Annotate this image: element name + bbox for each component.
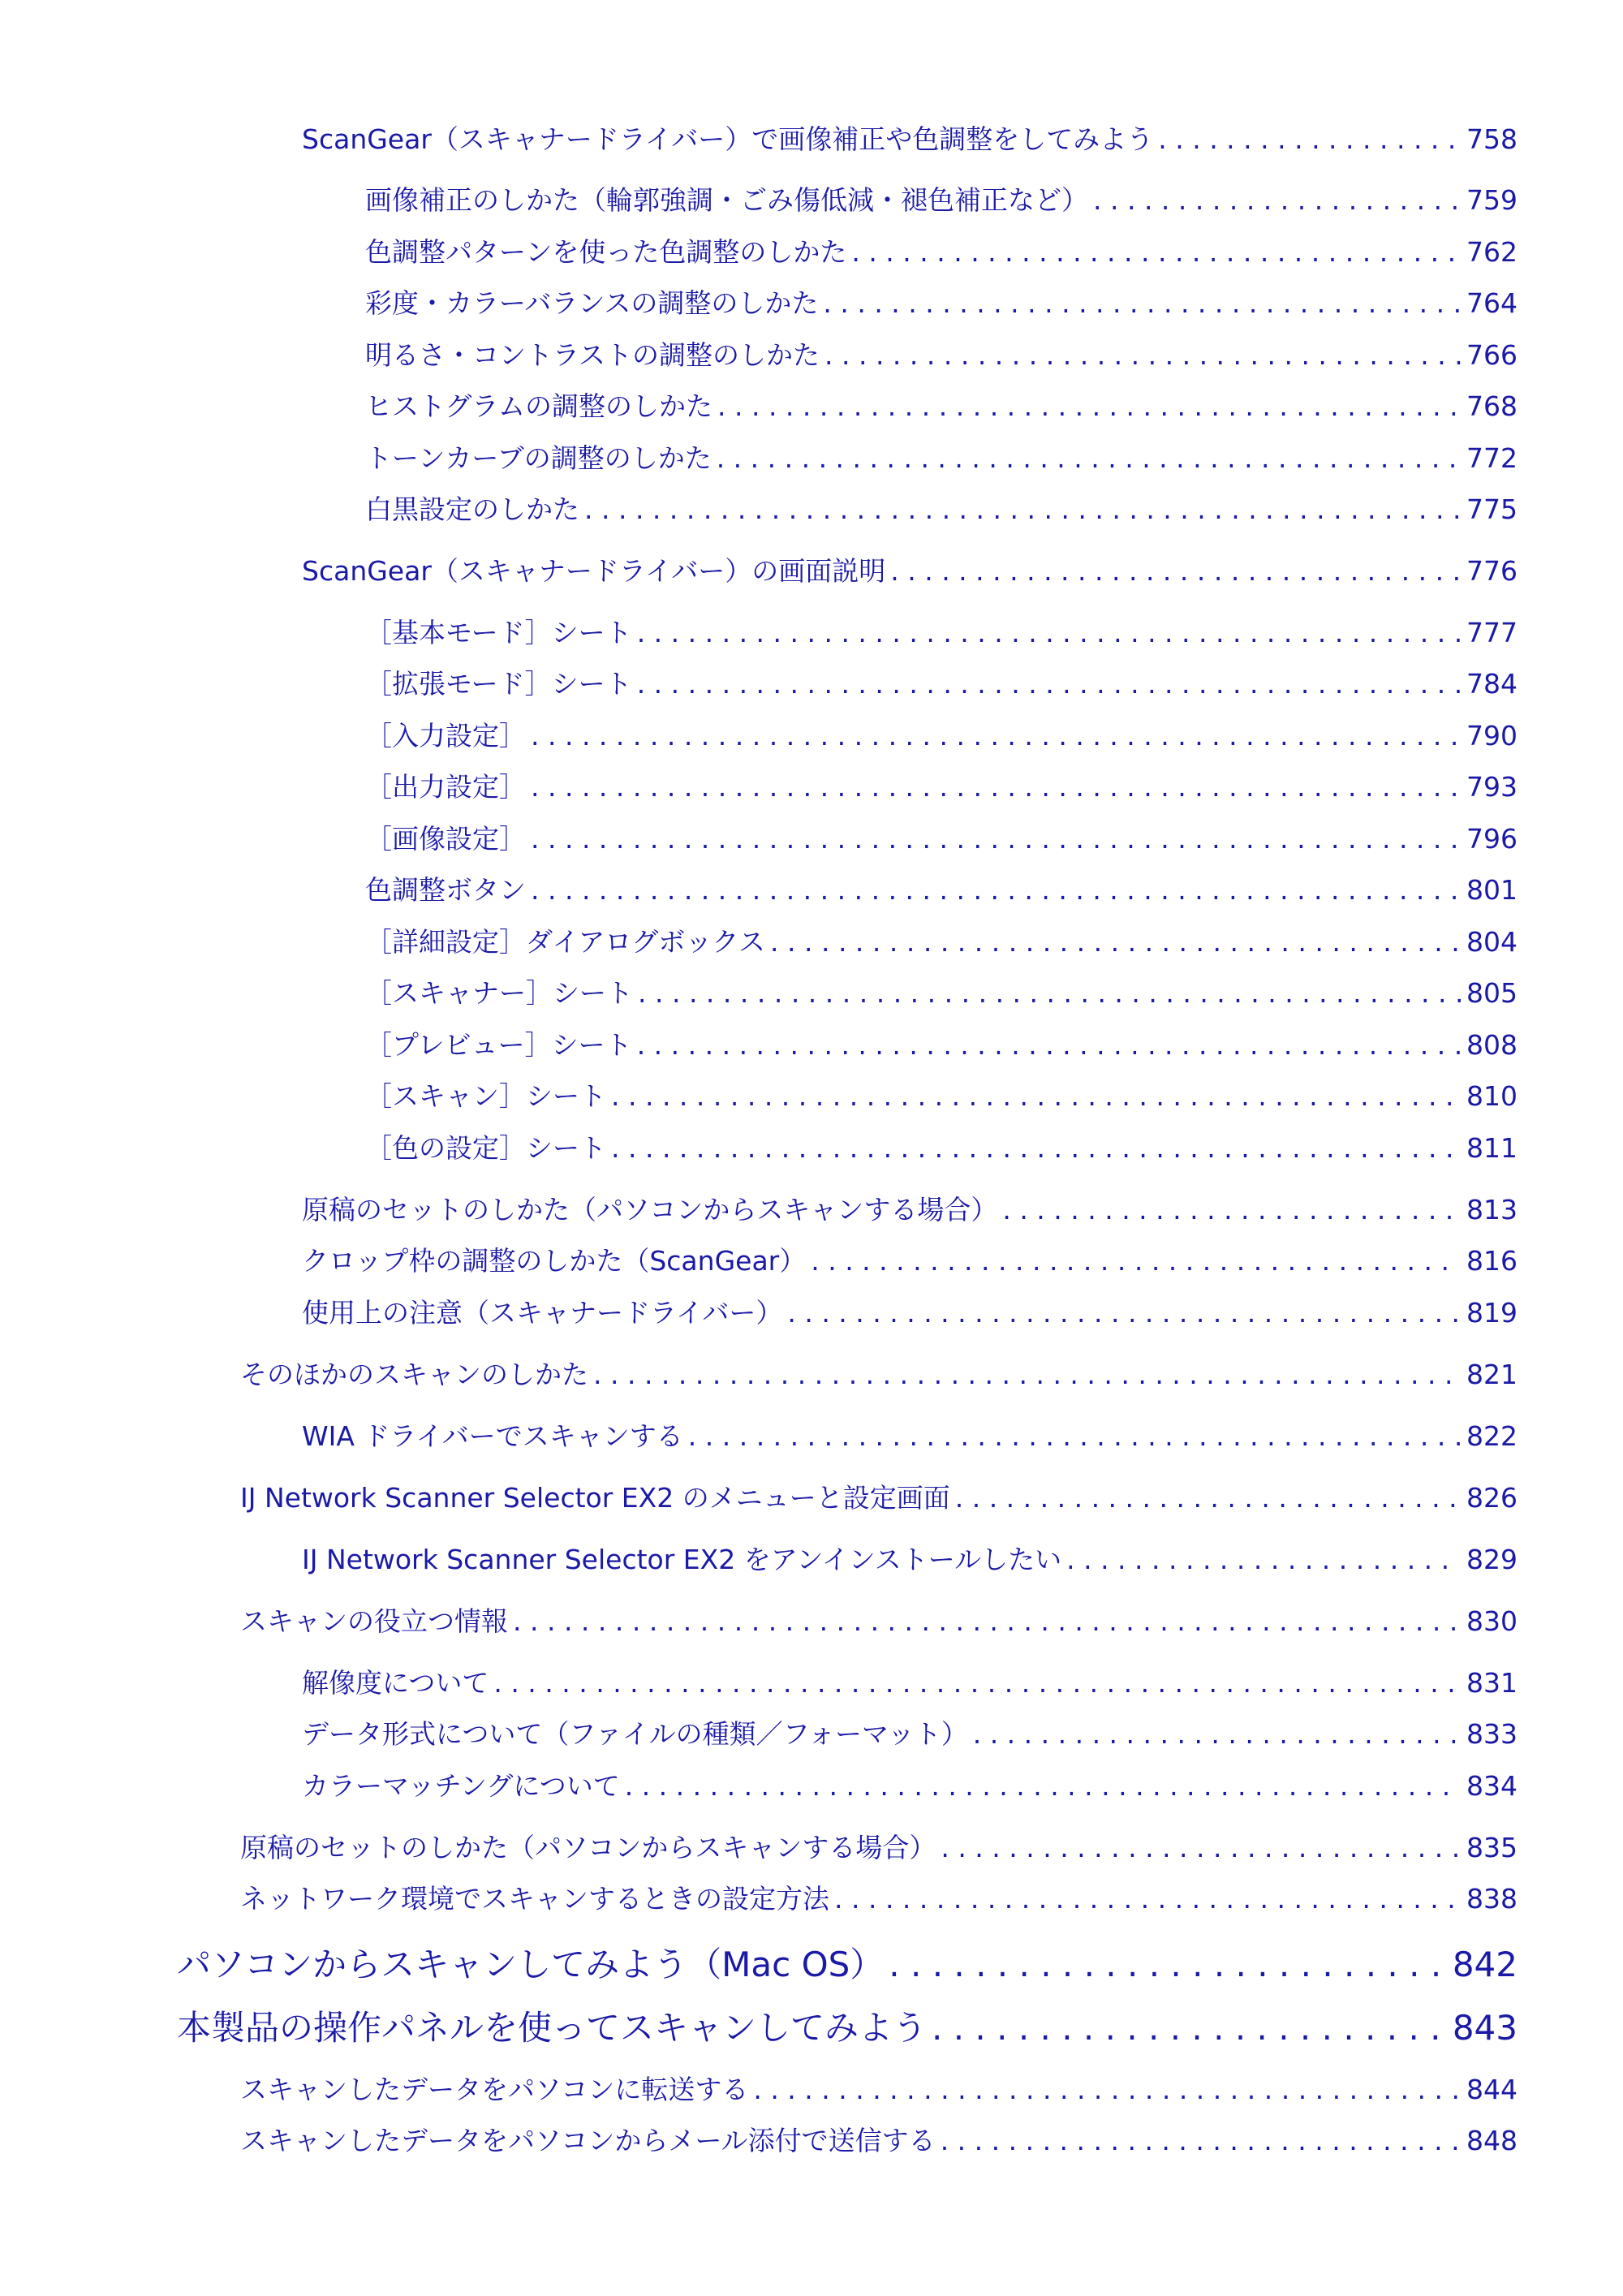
dot-leader [997,1194,1461,1226]
dot-leader [806,1245,1461,1277]
toc-entry-title: ［スキャン］シート [365,1080,606,1112]
toc-entry-page: 759 [1466,184,1518,216]
toc-entry[interactable] [365,766,1518,804]
toc-entry-title: ［色の設定］シート [365,1132,606,1164]
dot-leader [927,2008,1444,2048]
toc-entry-page: 826 [1466,1482,1518,1514]
toc-entry[interactable] [365,921,1518,959]
toc-entry-page: 831 [1466,1667,1518,1699]
dot-leader [884,1945,1444,1984]
dot-leader [1061,1544,1461,1575]
toc-entry[interactable] [177,1938,1518,1987]
toc-entry[interactable] [302,1765,1518,1803]
toc-entry-page: 813 [1466,1194,1518,1226]
dot-leader [633,977,1461,1009]
dot-leader [526,771,1461,803]
toc-entry-title: ［プレビュー］シート [365,1029,632,1061]
toc-entry[interactable] [365,972,1518,1010]
toc-entry-page: 784 [1466,668,1518,700]
toc-entry-page: 843 [1452,2008,1518,2048]
toc-entry-page: 833 [1466,1718,1518,1750]
toc-entry[interactable] [302,1539,1518,1577]
toc-entry[interactable] [240,1827,1518,1865]
toc-entry[interactable] [240,1477,1518,1515]
toc-entry-page: 777 [1466,617,1518,648]
dot-leader [632,617,1461,648]
dot-leader [1088,184,1461,216]
dot-leader [846,236,1461,268]
toc-entry-title: WIA ドライバーでスキャンする [302,1420,683,1452]
toc-entry-title: パソコンからスキャンしてみよう（Mac OS） [177,1945,885,1984]
toc-entry-title: ［拡張モード］シート [365,668,632,700]
toc-entry-title: 原稿のセットのしかた（パソコンからスキャンする場合） [240,1832,936,1863]
toc-entry[interactable] [365,663,1518,701]
toc-entry-title: 色調整ボタン [365,874,526,906]
toc-entry-title: 本製品の操作パネルを使ってスキャンしてみよう [177,2008,928,2048]
toc-entry-page: 775 [1466,493,1518,525]
dot-leader [936,1832,1461,1863]
dot-leader [683,1420,1461,1452]
toc-entry-page: 766 [1466,339,1518,371]
dot-leader [782,1297,1461,1329]
toc-entry[interactable] [302,1415,1518,1454]
toc-entry[interactable] [365,1075,1518,1114]
toc-entry-page: 810 [1466,1080,1518,1112]
toc-entry[interactable] [240,1354,1518,1392]
toc-entry-title: クロップ枠の調整のしかた（ScanGear） [302,1245,807,1277]
toc-entry[interactable] [240,2069,1518,2107]
toc-entry[interactable] [365,869,1518,907]
dot-leader [829,1883,1461,1915]
toc-entry-title: ［詳細設定］ダイアログボックス [365,926,766,958]
dot-leader [936,2125,1461,2156]
toc-entry[interactable] [365,437,1518,476]
toc-entry-title: カラーマッチングについて [302,1770,620,1802]
dot-leader [1153,123,1461,155]
toc-entry-title: ScanGear（スキャナードライバー）で画像補正や色調整をしてみよう [302,123,1154,155]
toc-entry[interactable] [365,818,1518,856]
toc-entry-page: 834 [1466,1770,1518,1802]
toc-entry[interactable] [365,179,1518,218]
toc-entry-title: 原稿のセットのしかた（パソコンからスキャンする場合） [302,1194,998,1226]
dot-leader [588,1359,1461,1390]
toc-entry[interactable] [302,1662,1518,1700]
toc-entry-page: 848 [1466,2125,1518,2156]
dot-leader [950,1482,1461,1514]
toc-entry[interactable] [240,2120,1518,2158]
toc-entry-page: 816 [1466,1245,1518,1277]
toc-entry-title: 使用上の注意（スキャナードライバー） [302,1297,783,1329]
toc-entry-page: 776 [1466,555,1518,587]
toc-entry-title: ［基本モード］シート [365,617,632,648]
dot-leader [606,1080,1461,1112]
dot-leader [526,823,1461,855]
dot-leader [748,2074,1461,2105]
toc-entry-title: 彩度・カラーバランスの調整のしかた [365,287,819,319]
toc-entry-title: 白黒設定のしかた [365,493,579,525]
toc-entry-title: スキャンしたデータをパソコンからメール添付で送信する [240,2125,936,2156]
toc-entry-page: 838 [1466,1883,1518,1915]
toc-entry-page: 772 [1466,442,1518,474]
toc-entry-page: 762 [1466,236,1518,268]
dot-leader [489,1667,1461,1699]
toc-entry-page: 764 [1466,287,1518,319]
toc-entry[interactable] [177,2001,1518,2050]
toc-entry[interactable] [365,612,1518,650]
toc-entry-title: スキャンの役立つ情報 [240,1605,508,1637]
toc-entry-page: 844 [1466,2074,1518,2105]
dot-leader [818,287,1461,319]
dot-leader [968,1718,1461,1750]
dot-leader [712,442,1461,474]
toc-entry-page: 819 [1466,1297,1518,1329]
toc-entry-page: 835 [1466,1832,1518,1863]
toc-entry[interactable] [302,1713,1518,1751]
toc-entry[interactable] [365,489,1518,527]
toc-entry[interactable] [240,1878,1518,1916]
toc-entry-title: トーンカーブの調整のしかた [365,442,712,474]
toc-entry-page: 829 [1466,1544,1518,1575]
toc-entry-page: 801 [1466,874,1518,906]
toc-entry-title: ScanGear（スキャナードライバー）の画面説明 [302,555,886,587]
toc-entry-title: ネットワーク環境でスキャンするときの設定方法 [240,1883,829,1915]
toc-entry[interactable] [365,231,1518,269]
toc-entry[interactable] [240,1600,1518,1639]
dot-leader [765,926,1461,958]
toc-entry[interactable] [302,1189,1518,1227]
dot-leader [579,493,1461,525]
toc-entry-page: 805 [1466,977,1518,1009]
toc-entry-title: 画像補正のしかた（輪郭強調・ごみ傷低減・褪色補正など） [365,184,1088,216]
toc-entry[interactable] [365,1024,1518,1062]
toc-entry[interactable] [365,386,1518,424]
toc-entry-title: ［画像設定］ [365,823,526,855]
dot-leader [820,339,1461,371]
toc-entry-title: ［スキャナー］シート [365,977,633,1009]
toc-entry[interactable] [365,1127,1518,1165]
toc-entry-title: IJ Network Scanner Selector EX2 をアンインストールしたい [302,1544,1062,1575]
dot-leader [885,555,1461,587]
toc-entry-title: 解像度について [302,1667,489,1699]
toc-entry-title: 明るさ・コントラストの調整のしかた [365,339,820,371]
toc-entry[interactable] [365,282,1518,321]
toc-entry[interactable] [365,334,1518,373]
toc-entry-title: ［出力設定］ [365,771,526,803]
toc-entry-page: 811 [1466,1132,1518,1164]
dot-leader [620,1770,1461,1802]
toc-entry-page: 796 [1466,823,1518,855]
toc-entry-title: そのほかのスキャンのしかた [240,1359,588,1390]
dot-leader [632,1029,1461,1061]
dot-leader [632,668,1461,700]
toc-entry-title: IJ Network Scanner Selector EX2 のメニューと設定画面 [240,1482,950,1514]
toc-entry-page: 768 [1466,390,1518,422]
toc-entry-page: 793 [1466,771,1518,803]
toc-entry-page: 790 [1466,720,1518,752]
toc-entry-page: 758 [1466,123,1518,155]
toc-entry-page: 804 [1466,926,1518,958]
toc-entry-title: データ形式について（ファイルの種類／フォーマット） [302,1718,968,1750]
toc-entry[interactable] [302,1240,1518,1278]
dot-leader [508,1605,1461,1637]
toc-entry-title: ［入力設定］ [365,720,526,752]
dot-leader [606,1132,1461,1164]
toc-entry[interactable] [302,118,1518,157]
toc-entry[interactable] [302,1292,1518,1330]
toc-entry-page: 821 [1466,1359,1518,1390]
toc-entry-title: ヒストグラムの調整のしかた [365,390,713,422]
toc-entry-page: 808 [1466,1029,1518,1061]
toc-entry-title: 色調整パターンを使った色調整のしかた [365,236,847,268]
dot-leader [712,390,1461,422]
toc-entry-page: 822 [1466,1420,1518,1452]
dot-leader [526,874,1461,906]
toc-entry[interactable] [365,715,1518,753]
dot-leader [526,720,1461,752]
toc-entry-page: 842 [1452,1945,1518,1984]
toc-entry-page: 830 [1466,1605,1518,1637]
toc-entry[interactable] [302,550,1518,588]
toc-entry-title: スキャンしたデータをパソコンに転送する [240,2074,749,2105]
